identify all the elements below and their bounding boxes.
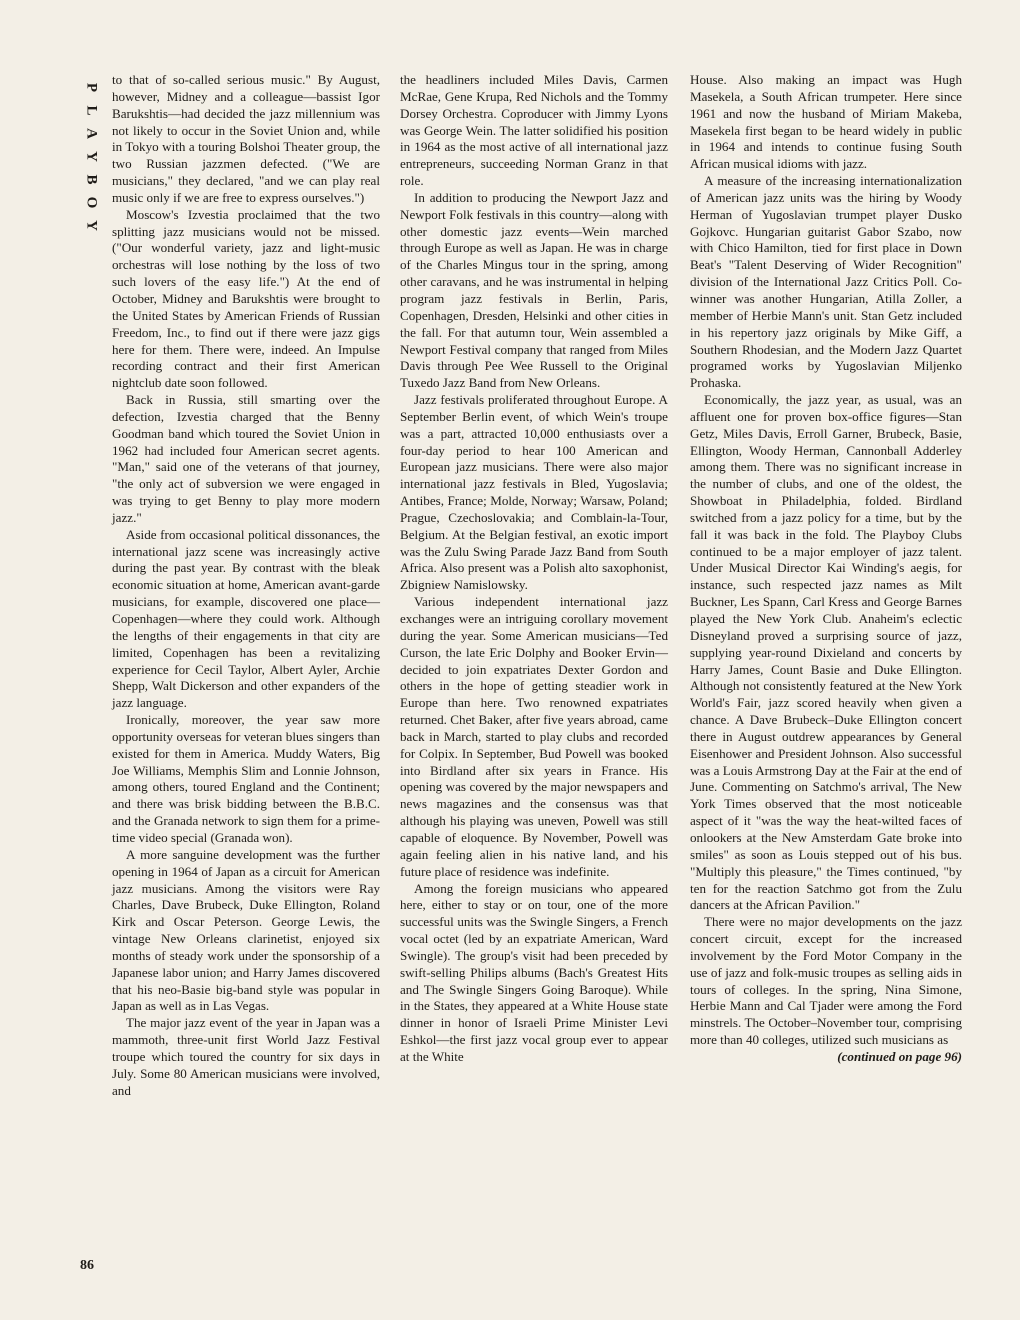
continuation-note: (continued on page 96)	[837, 1048, 962, 1064]
magazine-name-letter: Y	[83, 220, 100, 231]
paragraph: The major jazz event of the year in Japan was a mammoth, three-unit first World Jazz Festival troupe which toured the country for six days in July. Some 80 American musicians were involved, and	[112, 1015, 380, 1098]
article-column-3	[690, 72, 962, 1066]
magazine-name-letter: O	[83, 196, 100, 209]
paragraph: Various independent international jazz exchanges were an intriguing corollary movement during the year. Some American musicians—Ted Curson, the late Eric Dolphy and Booker Ervin—decided to join expatriates Dexter Gordon and others in the hope of getting steadier work in Europe than here. Two renowned expatriates returned. Chet Baker, after five years abroad, came back in March, started to play clubs and recorded for Colpix. In September, Bud Powell was booked into Birdland after six years in France. His opening was covered by the major newspapers and news magazines and the consensus was that although his playing was uneven, Powell was still capable of eloquence. By November, Powell was again feeling alien in his native land, and his future place of residence was indefinite.	[400, 594, 668, 879]
paragraph: A measure of the increasing internationalization of American jazz units was the hiring by Woody Herman of Yugoslavian trumpet player Dusko Gojkovc. Hungarian guitarist Gabor Szabo, now with Chico Hamilton, tied for first place in Down Beat's "Talent Deserving of Wider Recognition" division of the International Jazz Critics Poll. Co-winner was another Hungarian, Atilla Zoller, a member of Herbie Mann's unit. Stan Getz included in his repertory jazz originals by Mike Giff, a Southern Rhodesian, and the Modern Jazz Quartet programed works by Yugoslavian Miljenko Prohaska.	[690, 173, 962, 391]
page-number: 86	[80, 1258, 94, 1273]
paragraph: the headliners included Miles Davis, Carmen McRae, Gene Krupa, Red Nichols and the Tommy Dorsey Orchestra. Coproducer with Jimmy Lyons was George Wein. The latter solidified his position in 1964 as the most active of all international jazz entrepreneurs, succeeding Norman Granz in that role.	[400, 72, 668, 189]
magazine-name-letter: L	[83, 105, 100, 116]
paragraph: Ironically, moreover, the year saw more opportunity overseas for veteran blues singers than existed for them in America. Muddy Waters, Big Joe Williams, Memphis Slim and Lonnie Johnson, among others, toured England and the Continent; and there was brisk bidding between the B.B.C. and the Granada network to sign them for a prime-time video special (Granada won).	[112, 712, 380, 845]
paragraph: Economically, the jazz year, as usual, was an affluent one for proven box-office figures—Stan Getz, Miles Davis, Erroll Garner, Brubeck, Basie, Ellington, Woody Herman, Cannonball Adderley among them. There was no significant increase in the number of clubs, and one of the oldest, the Showboat in Philadelphia, folded. Birdland switched from a jazz policy for a time, but by the fall it was back in the fold. The Playboy Clubs continued to be a major employer of jazz talent. Under Musical Director Kai Winding's aegis, for instance, such respected jazz names as Milt Buckner, Les Spann, Carl Kress and George Barnes played the New York Club. Anaheim's eclectic Disneyland proved a surprising source of jazz, supplying year-round Dixieland and concerts by Harry James, Count Basie and Duke Ellington. Although not consistently featured at the New York World's Fair, jazz scored heavily when given a chance. A Dave Brubeck–Duke Ellington concert there in August outdrew appearances by General Eisenhower and President Johnson. Also successful was a Louis Armstrong Day at the Fair at the end of June. Commenting on Satchmo's arrival, The New York Times observed that the most noticeable aspect of it "was the way the heat-wilted faces of onlookers at the New Amsterdam Gate broke into smiles" as soon as Louis stepped out of his bus. "Multiply this pleasure," the Times continued, "by ten for the reaction Satchmo got from the Zulu dancers at the African Pavilion."	[690, 392, 962, 913]
magazine-name-letter: Y	[83, 151, 100, 162]
paragraph: Back in Russia, still smarting over the defection, Izvestia charged that the Benny Goodman band which toured the Soviet Union in 1962 had included four American secret agents. "Man," said one of the veterans of that journey, "the only act of subversion we were engaged in was trying to get Benny to play more modern jazz."	[112, 392, 380, 525]
paragraph: In addition to producing the Newport Jazz and Newport Folk festivals in this country—along with other domestic jazz events—Wein marched through Europe as well as Japan. He was in charge of the Charles Mingus tour in the spring, among other caravans, and he was instrumental in helping program jazz festivals in Berlin, Paris, Copenhagen, Dresden, Helsinki and other cities in the fall. For that autumn tour, Wein assembled a Newport Festival company that ranged from Miles Davis through Pee Wee Russell to the Original Tuxedo Jazz Band from New Orleans.	[400, 189, 668, 391]
paragraph: Among the foreign musicians who appeared here, either to stay or on tour, one of the more successful units was the Swingle Singers, a French vocal octet (led by an expatriate American, Ward Swingle). The group's visit had been preceded by swift-selling Philips albums (Bach's Greatest Hits and The Swingle Singers Going Baroque). While in the States, they appeared at a White House state dinner in honor of Israeli Prime Minister Levi Eshkol—the first jazz vocal group ever to appear at the White	[400, 880, 668, 1064]
paragraph: to that of so-called serious music." By August, however, Midney and a colleague—bassist Igor Barukshtis—had decided the jazz millennium was not likely to occur in the Soviet Union and, while in Tokyo with a touring Bolshoi Theater group, the two Russian jazzmen defected. ("We are musicians," they declared, "and we can play real music only if we are free to express ourselves.")	[112, 72, 380, 205]
magazine-name-letter: P	[83, 82, 100, 93]
paragraph: House. Also making an impact was Hugh Masekela, a South African trumpeter. Here since 1961 and now the husband of Miriam Makeba, Masekela first began to be heard widely in public in 1964 and intends to continue fusing South African musical idioms with jazz.	[690, 72, 962, 172]
magazine-name-letter: A	[83, 128, 100, 139]
paragraph: A more sanguine development was the further opening in 1964 of Japan as a circuit for American jazz musicians. Among the visitors were Ray Charles, Dave Brubeck, Duke Ellington, Roland Kirk and Oscar Peterson. George Lewis, the vintage New Orleans clarinetist, enjoyed six months of steady work under the sponsorship of a Japanese labor union; and Harry James discovered that his neo-Basie big-band style was popular in Japan as well as in Las Vegas.	[112, 846, 380, 1014]
article-column-1	[112, 72, 380, 1099]
paragraph: Jazz festivals proliferated throughout Europe. A September Berlin event, of which Wein's troupe was a part, attracted 10,000 enthusiasts over a four-day period to hear 100 American and European jazz musicians. There were also major international jazz festivals in Bled, Yugoslavia; Antibes, France; Molde, Norway; Warsaw, Poland; Prague, Czechoslovakia; and Comblain-la-Tour, Belgium. At the Belgian festival, an exotic import was the Zulu Swing Parade Jazz Band from South Africa. Also present was a Polish alto saxophonist, Zbigniew Namislowsky.	[400, 392, 668, 593]
paragraph: Moscow's Izvestia proclaimed that the two splitting jazz musicians would not be missed. ("Our wonderful variety, jazz and light-music orchestras will lose nothing by the loss of two such lovers of the easy life.") At the end of October, Midney and Barukshtis were brought to the United States by American Friends of Russian Freedom, Inc., to find out if there were jazz gigs here for them. There were, indeed. An Impulse recording contract and their first American nightclub date soon followed.	[112, 206, 380, 391]
paragraph: There were no major developments on the jazz concert circuit, except for the increased involvement by the Ford Motor Company in the use of jazz and folk-music troupes as selling aids in tours of colleges. In the spring, Nina Simone, Herbie Mann and Cal Tjader were among the Ford minstrels. The October–November tour, comprising more than 40 colleges, utilized such musicians as	[690, 914, 962, 1048]
magazine-name	[80, 76, 102, 237]
article-column-2	[400, 72, 668, 1066]
magazine-name-letter: B	[83, 174, 100, 185]
paragraph: Aside from occasional political dissonances, the international jazz scene was increasingly active during the past year. By contrast with the bleak economic situation at home, American avant-garde musicians, for example, discovered one place—Copenhagen—where they could work. Although the lengths of their engagements in that city are limited, Copenhagen has been a revitalizing experience for Cecil Taylor, Albert Ayler, Archie Shepp, Walt Dickerson and other expanders of the jazz language.	[112, 526, 380, 711]
